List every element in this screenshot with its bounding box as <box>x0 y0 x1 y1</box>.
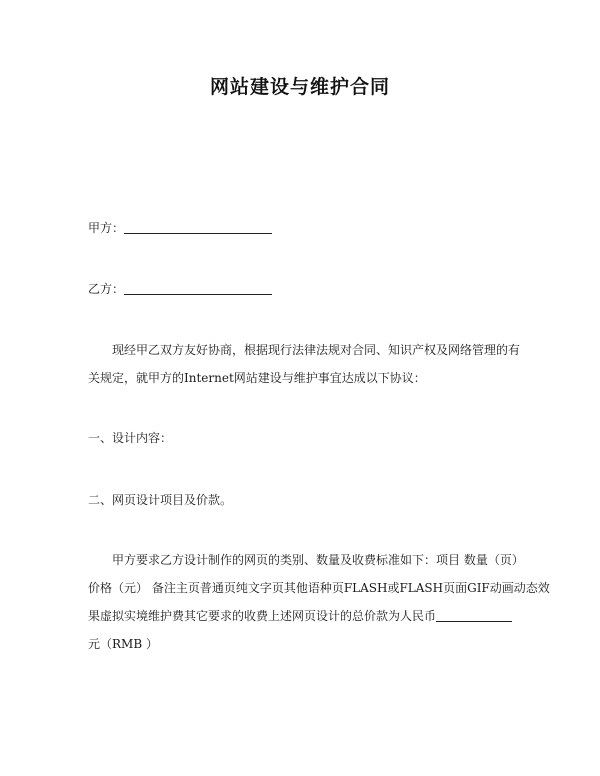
party-b-line <box>88 275 272 303</box>
party-b-blank <box>124 282 272 295</box>
pricing-line-1: 甲方要求乙方设计制作的网页的类别、数量及收费标准如下：项目 数量（页） <box>112 553 524 567</box>
party-a-blank <box>124 221 272 234</box>
section-heading-pricing: 二、网页设计项目及价款。 <box>88 493 233 507</box>
section-heading-design-content: 一、设计内容： <box>88 431 173 445</box>
party-a-label: 甲方： <box>88 221 125 235</box>
intro-paragraph <box>88 336 521 392</box>
pricing-line-2: 价格（元） 备注主页普通页纯文字页其他语种页FLASH或FLASH页面GIF动画动态效 <box>88 581 550 595</box>
intro-line-2: 关规定，就甲方的Internet网站建设与维护事宜达成以下协议： <box>88 371 426 385</box>
pricing-line-3-text: 果虚拟实境维护费其它要求的收费上述网页设计的总价款为人民币 <box>88 609 437 623</box>
party-a-line <box>88 214 272 242</box>
pricing-line-3 <box>88 602 514 630</box>
pricing-paragraph <box>88 546 550 658</box>
page-title: 网站建设与维护合同 <box>209 76 390 98</box>
total-price-blank <box>436 609 512 622</box>
pricing-line-4: 元（RMB ） <box>88 637 158 651</box>
intro-line-1: 现经甲乙双方友好协商，根据现行法律法规对合同、知识产权及网络管理的有 <box>112 343 521 357</box>
party-b-label: 乙方： <box>88 282 125 296</box>
